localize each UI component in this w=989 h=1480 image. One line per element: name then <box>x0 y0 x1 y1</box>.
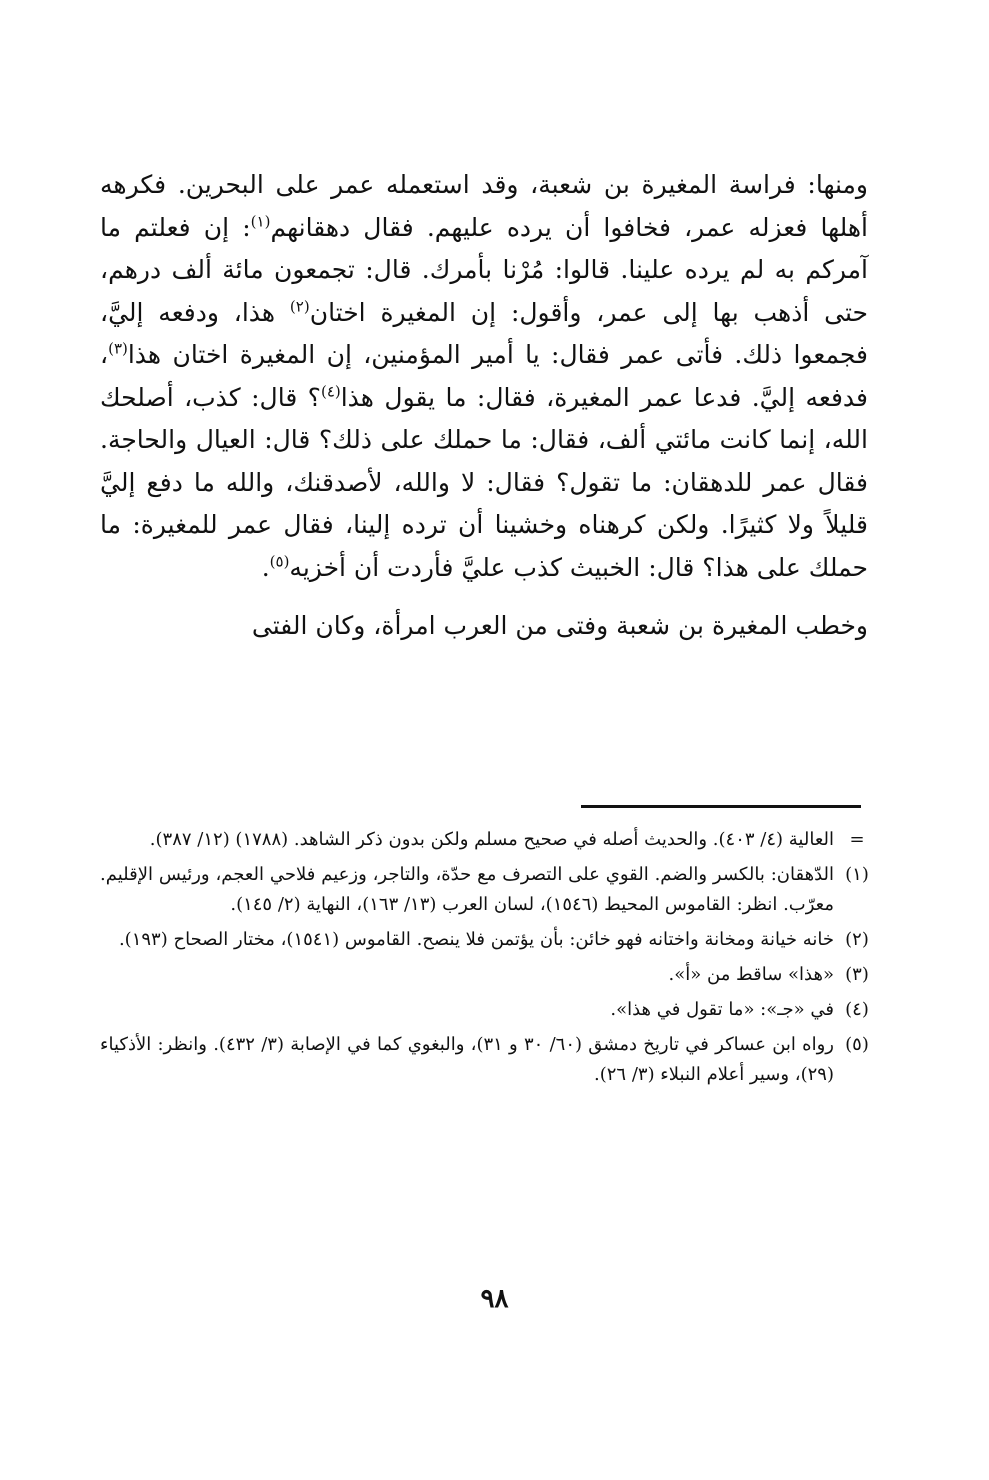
footnote-item <box>100 960 880 990</box>
footnote-reference: (٥) <box>269 552 290 571</box>
footnote-marker: (٣) <box>845 964 869 985</box>
footnote-reference: (١) <box>250 212 271 231</box>
footnote-item <box>100 995 880 1025</box>
footnotes-section <box>100 825 880 1095</box>
main-text-block <box>100 164 868 648</box>
text-run: . <box>261 552 270 582</box>
footnote-reference: (٢) <box>289 297 310 316</box>
page-number: ٩٨ <box>480 1284 509 1314</box>
text-run: ومنها: فراسة المغيرة بن شعبة، وقد استعمله عمر على البحرين. فكرهه أهلها فعزله عمر، فخافوا أن يرده عليهم. فقال دهقانهم <box>100 170 868 242</box>
footnote-item <box>100 825 880 855</box>
body-paragraph <box>100 605 868 648</box>
footnote-text: رواه ابن عساكر في تاريخ دمشق (٦٠/ ٣٠ و ٣١)، والبغوي كما في الإصابة (٣/ ٤٣٢). وانظر: الأذكياء (٢٩)، وسير أعلام النبلاء (٣/ ٢٦). <box>100 1034 834 1085</box>
footnote-text: العالية (٤/ ٤٠٣). والحديث أصله في صحيح مسلم ولكن بدون ذكر الشاهد. (١٧٨٨) (١٢/ ٣٨٧). <box>149 829 834 850</box>
text-run: ، فدفعه إليَّ. فدعا عمر المغيرة، فقال: ما يقول هذا <box>100 340 868 412</box>
footnote-text: خانه خيانة ومخانة واختانه فهو خائن: بأن يؤتمن فلا ينصح. القاموس (١٥٤١)، مختار الصحاح (١٩٣). <box>118 929 834 950</box>
footnote-text: في «جـ»: «ما تقول في هذا». <box>610 999 834 1020</box>
body-paragraph <box>100 164 868 589</box>
footnote-separator <box>581 805 861 808</box>
footnote-reference: (٤) <box>320 382 341 401</box>
text-run: ؟ قال: كذب، أصلحك الله، إنما كانت مائتي ألف، فقال: ما حملك على ذلك؟ قال: العيال والحاجة. فقال عمر للدهقان: ما تقول؟ فقال: لا والله، لأصدقنك، والله ما دفع إليَّ قليلاً ولا كثيرًا. ولكن كرهناه وخشينا أن ترده إلينا، فقال عمر للمغيرة: ما حملك على هذا؟ قال: الخبيث كذب عليَّ فأردت أن أخزيه <box>100 382 868 582</box>
footnote-item <box>100 1030 880 1090</box>
footnote-marker: (٤) <box>845 999 869 1020</box>
footnote-item <box>100 860 880 920</box>
footnote-marker: (٢) <box>845 929 869 950</box>
footnote-marker: (١) <box>845 864 869 885</box>
text-run: وخطب المغيرة بن شعبة وفتى من العرب امرأة، وكان الفتى <box>251 611 868 640</box>
text-run: : إن فعلتم ما آمركم به لم يرده علينا. قالوا: مُرْنا بأمرك. قال: تجمعون مائة ألف درهم، حتى أذهب بها إلى عمر، وأقول: إن المغيرة اختان <box>100 212 868 327</box>
footnote-marker: = <box>849 829 865 850</box>
footnote-text: «هذا» ساقط من «أ». <box>668 964 834 985</box>
text-run: هذا، ودفعه إليَّ، فجمعوا ذلك. فأتى عمر فقال: يا أمير المؤمنين، إن المغيرة اختان هذا <box>100 297 868 369</box>
footnote-marker: (٥) <box>845 1034 869 1055</box>
footnote-text: الدّهقان: بالكسر والضم. القوي على التصرف مع حدّة، والتاجر، وزعيم فلاحي العجم، ورئيس الإقليم. معرّب. انظر: القاموس المحيط (١٥٤٦)، لسان العرب (١٣/ ١٦٣)، النهاية (٢/ ١٤٥). <box>100 864 834 915</box>
footnote-item <box>100 925 880 955</box>
footnote-reference: (٣) <box>108 339 128 358</box>
